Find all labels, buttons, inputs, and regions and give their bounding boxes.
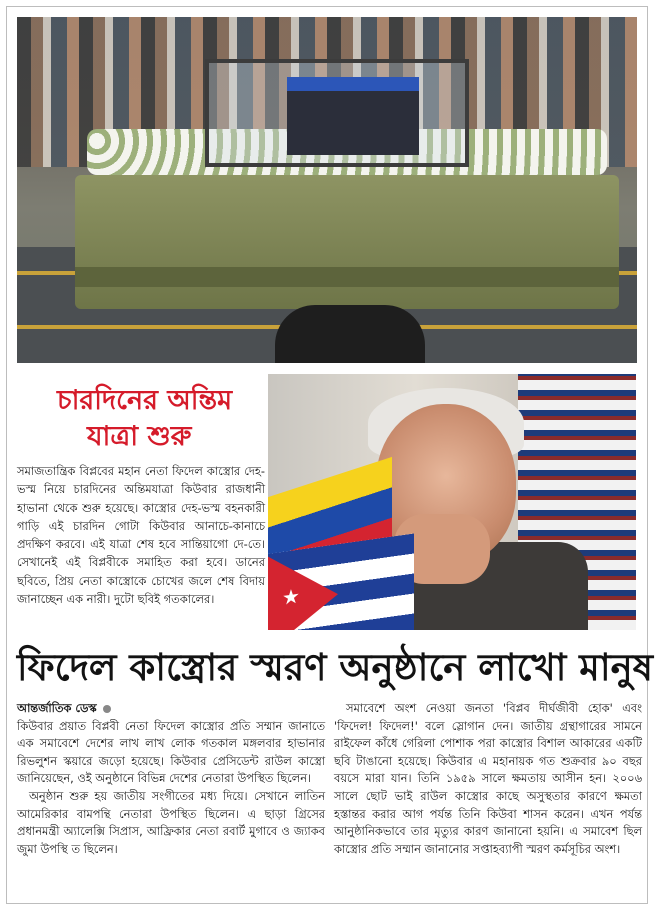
paragraph: সমাবেশে অংশ নেওয়া জনতা 'বিপ্লব দীর্ঘজীবী হোক' এবং 'ফিদেল! ফিদেল!' বলে স্লোগান দেন। জাতীয় গ্রন্থাগারের সামনে রাইফেল কাঁধে গেরিলা পোশাক পরা কাস্ত্রোর বিশাল আকারের একটি ছবি টাঙানো হয়েছে। কিউবার এ মহানায়ক গত শুক্রবার ৯০ বছর বয়সে মারা যান। তিনি ১৯৫৯ সালে ক্ষমতায় আসীন হন। ২০০৬ সালে ছোট ভাই রাউল কাস্ত্রোর কাছে অসুস্থতার কারণে ক্ষমতা হস্তান্তর করার আগ পর্যন্ত তিনি কিউবা শাসন করেন। এখন পর্যন্ত আনুষ্ঠানিকভাবে তার মৃত্যুর কারণ জানানো হয়নি। এ সমাবেশ ছিল কাস্ত্রোর প্রতি সম্মান জানানোর সপ্তাহব্যাপী স্মরণ কর্মসূচির অংশ। xyxy=(334,701,642,856)
casket-procession-photo xyxy=(17,17,637,363)
mourning-woman-photo xyxy=(268,374,636,630)
desk-label xyxy=(17,700,325,718)
paragraph: অনুষ্ঠান শুরু হয় জাতীয় সংগীতের মধ্য দিয়ে। সেখানে লাতিন আমেরিকার বামপন্থি নেতারা উপস্থিত ছিলেন। এ ছাড়া গ্রিসের প্রধানমন্ত্রী অ্যালেক্সি সিপ্রাস, আফ্রিকার নেতা রবার্ট মুগাবে ও জ্যাকব জুমা উপস্থি ত ছিলেন। xyxy=(17,788,325,856)
sub-headline-line1: চারদিনের অন্তিম xyxy=(57,385,233,416)
sub-headline-line2: যাত্রা শুরু xyxy=(87,421,192,452)
trailer-wheel xyxy=(275,305,425,363)
bullet-icon xyxy=(103,705,111,713)
intro-paragraph xyxy=(17,462,265,608)
military-trailer xyxy=(75,175,619,309)
paragraph: কিউবার প্রয়াত বিপ্লবী নেতা ফিদেল কাস্ত্রোর প্রতি সম্মান জানাতে এক সমাবেশে দেশের লাখ লাখ লোক গতকাল মঙ্গলবার হাভানার রিভলুশন স্কয়ারে জড়ো হয়েছে। কিউবার প্রেসিডেন্ট রাউল কাস্ত্রো জানিয়েছেন, ওই অনুষ্ঠানে বিভিন্ন দেশের নেতারা উপস্থিত ছিলেন। xyxy=(17,718,325,786)
article-column-left xyxy=(17,700,325,858)
casket xyxy=(287,77,419,155)
sub-headline xyxy=(17,372,265,460)
article-column-right xyxy=(334,700,642,858)
desk-text: আন্তর্জাতিক ডেস্ক xyxy=(17,701,97,715)
star-icon: ★ xyxy=(282,583,300,611)
main-headline: ফিদেল কাস্ত্রোর স্মরণ অনুষ্ঠানে লাখো মানুষ xyxy=(17,645,654,689)
intro-text: সমাজতান্ত্রিক বিপ্লবের মহান নেতা ফিদেল কাস্ত্রোর দেহ-ভস্ম নিয়ে চারদিনের অন্তিমযাত্রা কিউবার রাজধানী হাভানা থেকে শুরু হয়েছে। কাস্ত্রোর দেহ-ভস্ম বহনকারী গাড়ি এই চারদিন গোটা কিউবার আনাচে-কানাচে প্রদক্ষিণ করবে। এই যাত্রা শেষ হবে সান্তিয়াগো দে-তে। সেখানেই এই বিপ্লবীকে সমাহিত করা হবে। ডানের ছবিতে, প্রিয় নেতা কাস্ত্রোকে চোখের জলে শেষ বিদায় জানাচ্ছেন এক নারী। দুটো ছবিই গতকালের। xyxy=(17,464,265,607)
